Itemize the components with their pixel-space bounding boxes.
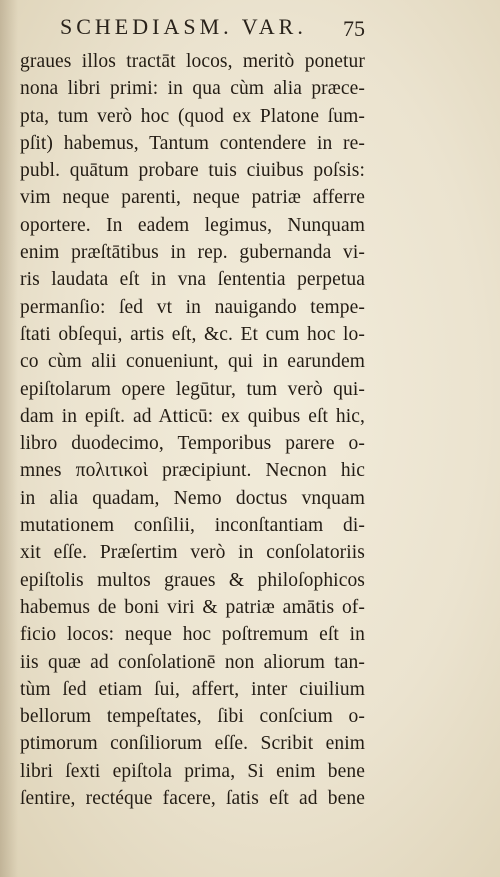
text-line: oportere. In eadem legimus, Nunquam	[20, 214, 365, 236]
text-line: ficio locos: neque hoc poſtremum eſt in	[20, 624, 365, 646]
text-line: mnes πολιτικοὶ præcipiunt. Necnon hic	[20, 460, 365, 482]
text-line: publ. quātum probare tuis ciuibus poſsis:	[20, 160, 365, 182]
text-line: libro duodecimo, Temporibus parere o-	[20, 433, 365, 455]
text-line: xit eſſe. Præſertim verò in conſolatoriis	[20, 542, 365, 564]
text-line: co cùm alii conueniunt, qui in earundem	[20, 351, 365, 373]
text-line: habemus de boni viri & patriæ amātis of-	[20, 596, 365, 618]
text-line: epiſtolarum opere legūtur, tum verò qui-	[20, 378, 365, 400]
text-line: ris laudata eſt in vna ſententia perpetua	[20, 269, 365, 291]
text-line: libri ſexti epiſtola prima, Si enim bene	[20, 760, 365, 782]
text-line: graues illos tractāt locos, meritò ponetur	[20, 51, 365, 72]
text-line: tùm ſed etiam ſui, affert, inter ciuilium	[20, 678, 365, 700]
text-line: ſentire, rectéque facere, ſatis eſt ad bene	[20, 788, 365, 810]
text-line: nona libri primi: in qua cùm alia præce-	[20, 78, 365, 100]
gutter-shadow	[0, 0, 18, 877]
text-line: pta, tum verò hoc (quod ex Platone ſum-	[20, 105, 365, 127]
text-line: mutationem conſilii, inconſtantiam di-	[20, 515, 365, 537]
running-header: SCHEDIASM. VAR.	[60, 14, 307, 39]
text-line: in alia quadam, Nemo doctus vnquam	[20, 487, 365, 509]
text-line: permanſio: ſed vt in nauigando tempe-	[20, 296, 365, 318]
text-line: bellorum tempeſtates, ſibi conſcium o-	[20, 706, 365, 728]
text-line: epiſtolis multos graues & philoſophicos	[20, 569, 365, 591]
text-line: ptimorum conſiliorum eſſe. Scribit enim	[20, 733, 365, 755]
text-line: pſit) habemus, Tantum contendere in re-	[20, 132, 365, 154]
text-line: vim neque parenti, neque patriæ afferre	[20, 187, 365, 209]
text-line: enim præſtātibus in rep. gubernanda vi-	[20, 242, 365, 264]
text-line: dam in epiſt. ad Atticū: ex quibus eſt hic,	[20, 405, 365, 427]
body-text	[20, 48, 365, 812]
text-line: ſtati obſequi, artis eſt, &c. Et cum hoc lo-	[20, 323, 365, 345]
page-number: 75	[343, 16, 365, 41]
text-line: iis quæ ad conſolationē non aliorum tan-	[20, 651, 365, 673]
